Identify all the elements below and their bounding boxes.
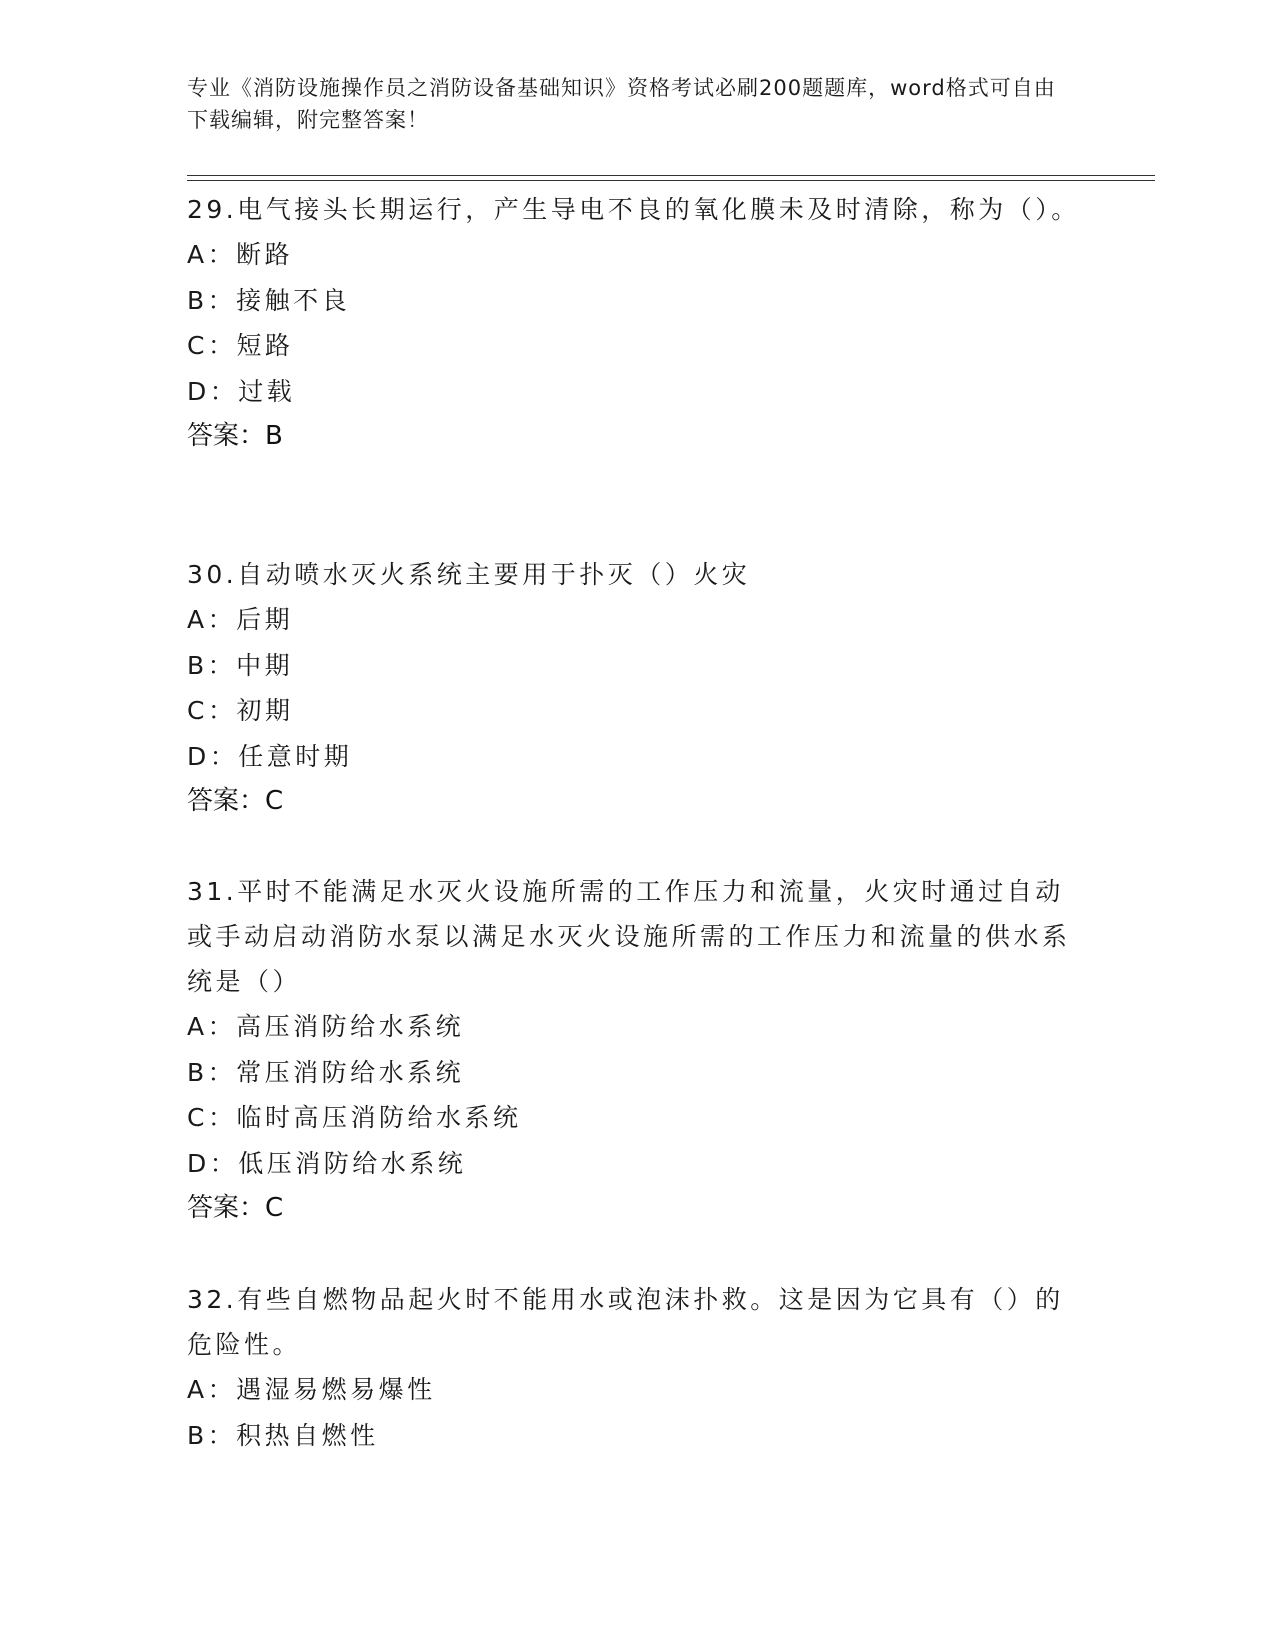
answer-line: 答案：C — [187, 786, 284, 816]
option-d: D：低压消防给水系统 — [187, 1148, 467, 1178]
option-a: A：断路 — [187, 240, 294, 269]
header-divider-top — [187, 175, 1155, 176]
option-d: D：任意时期 — [187, 741, 353, 771]
question-stem: 30.自动喷水灭火系统主要用于扑灭（）火灾 — [187, 560, 751, 589]
question-stem: 29.电气接头长期运行，产生导电不良的氧化膜未及时清除，称为（）。 — [187, 195, 1080, 224]
question-31 — [187, 869, 1087, 1231]
option-a: A：高压消防给水系统 — [187, 1012, 465, 1041]
question-32 — [187, 1277, 1087, 1458]
question-stem: 31.平时不能满足水灭火设施所需的工作压力和流量，火灾时通过自动或手动启动消防水泵以满足水灭火设施所需的工作压力和流量的供水系统是（） — [187, 877, 1071, 996]
option-c: C：初期 — [187, 696, 294, 725]
question-29 — [187, 187, 1087, 459]
header-divider-bottom — [187, 180, 1155, 181]
option-c: C：短路 — [187, 331, 294, 360]
option-a: A：遇湿易燃易爆性 — [187, 1375, 436, 1404]
option-a: A：后期 — [187, 605, 294, 634]
answer-line: 答案：B — [187, 421, 283, 451]
option-c: C：临时高压消防给水系统 — [187, 1103, 522, 1132]
question-stem: 32.有些自燃物品起火时不能用水或泡沫扑救。这是因为它具有（）的危险性。 — [187, 1285, 1064, 1359]
option-d: D：过载 — [187, 376, 296, 406]
answer-line: 答案：C — [187, 1193, 284, 1223]
header-note: 专业《消防设施操作员之消防设备基础知识》资格考试必刷200题题库，word格式可自由下载编辑，附完整答案！ — [187, 76, 1056, 132]
option-b: B：接触不良 — [187, 285, 351, 315]
option-b: B：常压消防给水系统 — [187, 1057, 465, 1087]
option-b: B：积热自燃性 — [187, 1420, 379, 1450]
question-30 — [187, 552, 1087, 824]
option-b: B：中期 — [187, 650, 294, 680]
